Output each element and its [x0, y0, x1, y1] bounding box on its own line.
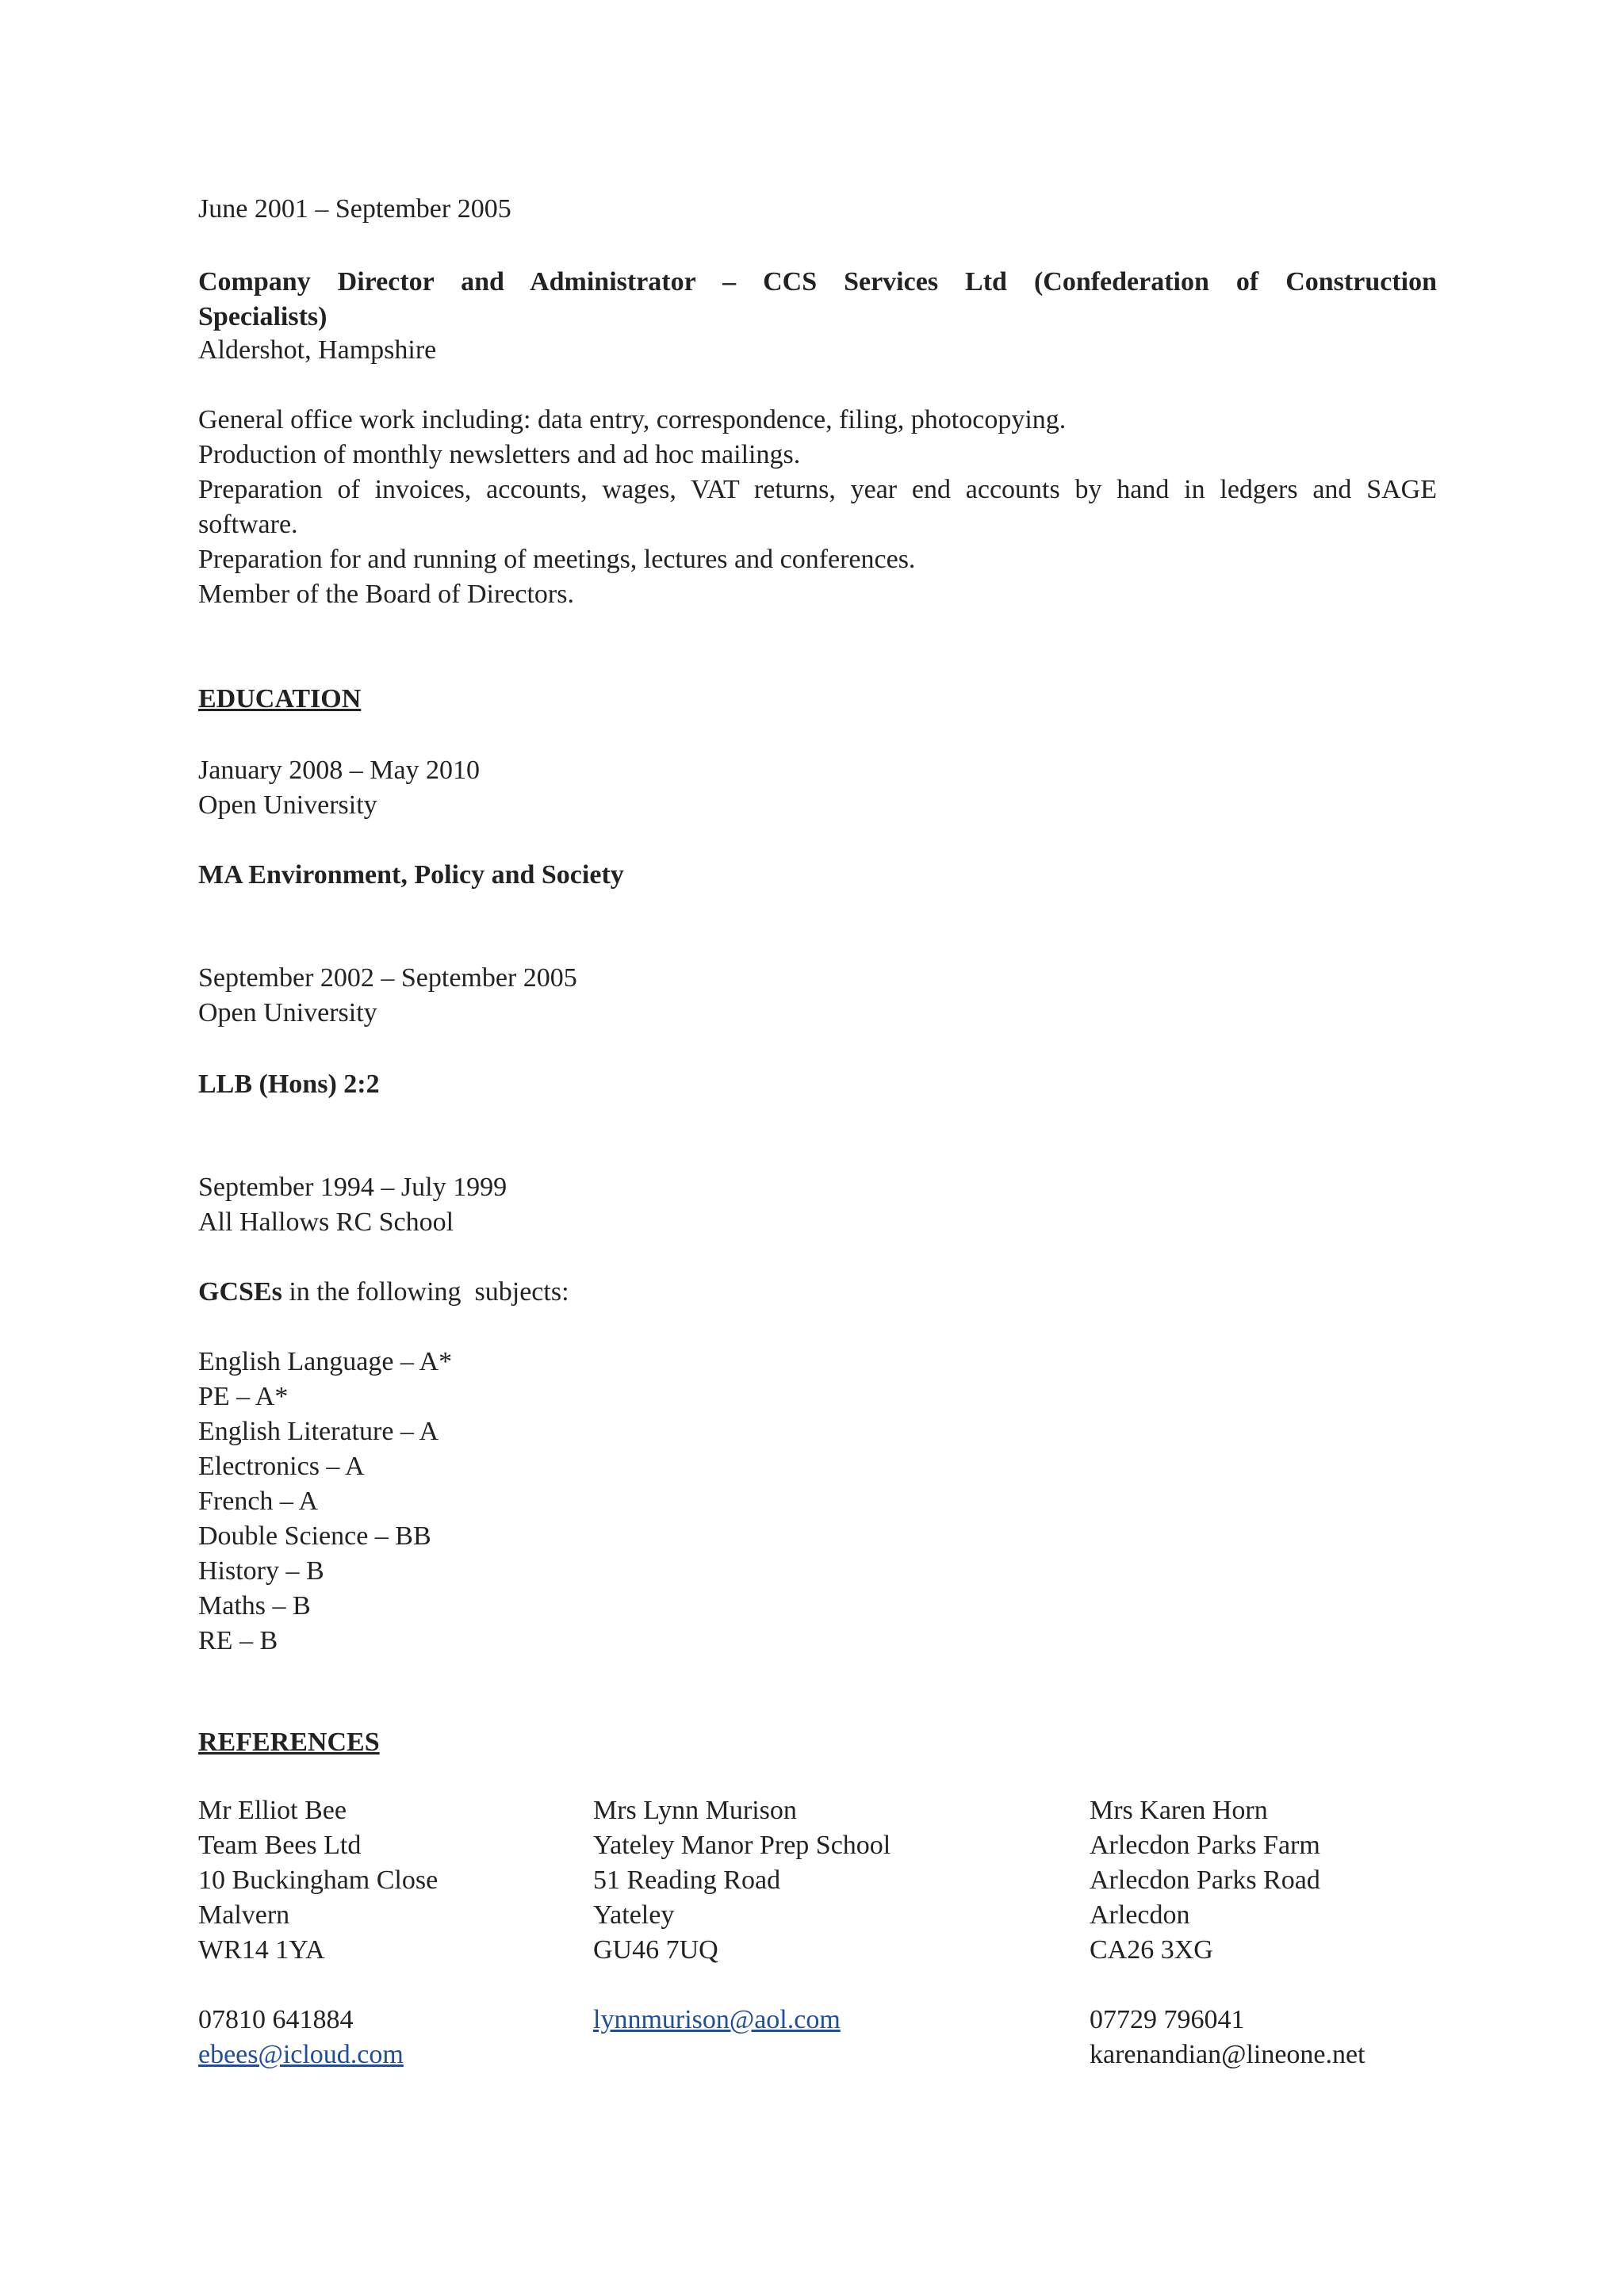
reference-postcode: GU46 7UQ: [593, 1935, 718, 1965]
reference-name: Mr Elliot Bee: [198, 1796, 347, 1825]
reference-email-link[interactable]: ebees@icloud.com: [198, 2040, 404, 2069]
reference-email-link[interactable]: lynnmurison@aol.com: [593, 2005, 841, 2034]
education-institution: Open University: [198, 998, 377, 1027]
reference-card: [198, 1793, 438, 2072]
reference-name: Mrs Karen Horn: [1090, 1796, 1268, 1825]
reference-postcode: WR14 1YA: [198, 1935, 325, 1965]
gcse-subject: Double Science – BB: [198, 1521, 431, 1551]
reference-postcode: CA26 3XG: [1090, 1935, 1213, 1965]
education-institution: Open University: [198, 790, 377, 820]
duty-item: Preparation for and running of meetings, lectures and conferences.: [198, 545, 916, 574]
gcse-subject: RE – B: [198, 1626, 278, 1655]
employment-location: Aldershot, Hampshire: [198, 335, 437, 365]
reference-phone: 07729 796041: [1090, 2005, 1245, 2034]
gcse-subject: Electronics – A: [198, 1452, 365, 1481]
reference-town: Yateley: [593, 1900, 675, 1930]
education-qualification: LLB (Hons) 2:2: [198, 1070, 380, 1099]
reference-street: Arlecdon Parks Road: [1090, 1866, 1320, 1895]
reference-card: [593, 1793, 891, 2038]
education-dates: September 2002 – September 2005: [198, 963, 577, 993]
employment-title: Company Director and Administrator – CCS Services Ltd (Confederation of Construction: [198, 267, 1437, 297]
gcse-subject: English Language – A*: [198, 1347, 453, 1376]
reference-organisation: Yateley Manor Prep School: [593, 1831, 891, 1860]
reference-organisation: Arlecdon Parks Farm: [1090, 1831, 1320, 1860]
gcse-subject: Maths – B: [198, 1591, 311, 1621]
reference-street: 51 Reading Road: [593, 1866, 781, 1895]
reference-organisation: Team Bees Ltd: [198, 1831, 362, 1860]
duty-item-continued: software.: [198, 510, 298, 539]
gcse-subject: PE – A*: [198, 1382, 289, 1411]
references-heading: REFERENCES: [198, 1728, 380, 1757]
education-dates: September 1994 – July 1999: [198, 1173, 508, 1202]
gcse-subject: English Literature – A: [198, 1417, 439, 1446]
reference-phone: 07810 641884: [198, 2005, 354, 2034]
reference-email: karenandian@lineone.net: [1090, 2040, 1365, 2069]
education-institution: All Hallows RC School: [198, 1207, 454, 1237]
education-qualification: MA Environment, Policy and Society: [198, 860, 624, 890]
reference-name: Mrs Lynn Murison: [593, 1796, 797, 1825]
reference-street: 10 Buckingham Close: [198, 1866, 439, 1895]
duty-item: General office work including: data entry, correspondence, filing, photocopying.: [198, 405, 1067, 434]
gcse-suffix: in the following subjects:: [282, 1277, 569, 1307]
gcse-subject: French – A: [198, 1487, 319, 1516]
gcse-intro: [198, 1275, 569, 1310]
duty-item: Production of monthly newsletters and ad hoc mailings.: [198, 440, 801, 469]
duty-item: Member of the Board of Directors.: [198, 580, 574, 609]
reference-town: Arlecdon: [1090, 1900, 1190, 1930]
reference-card: [1090, 1793, 1365, 2072]
reference-town: Malvern: [198, 1900, 290, 1930]
gcse-subject: History – B: [198, 1556, 324, 1586]
duty-item: Preparation of invoices, accounts, wages, VAT returns, year end accounts by hand in ledgers and SAGE: [198, 475, 1437, 504]
employment-title-continued: Specialists): [198, 302, 327, 331]
education-heading: EDUCATION: [198, 684, 362, 714]
education-dates: January 2008 – May 2010: [198, 756, 481, 785]
gcse-label: GCSEs: [198, 1277, 282, 1307]
employment-dates: June 2001 – September 2005: [198, 194, 511, 224]
